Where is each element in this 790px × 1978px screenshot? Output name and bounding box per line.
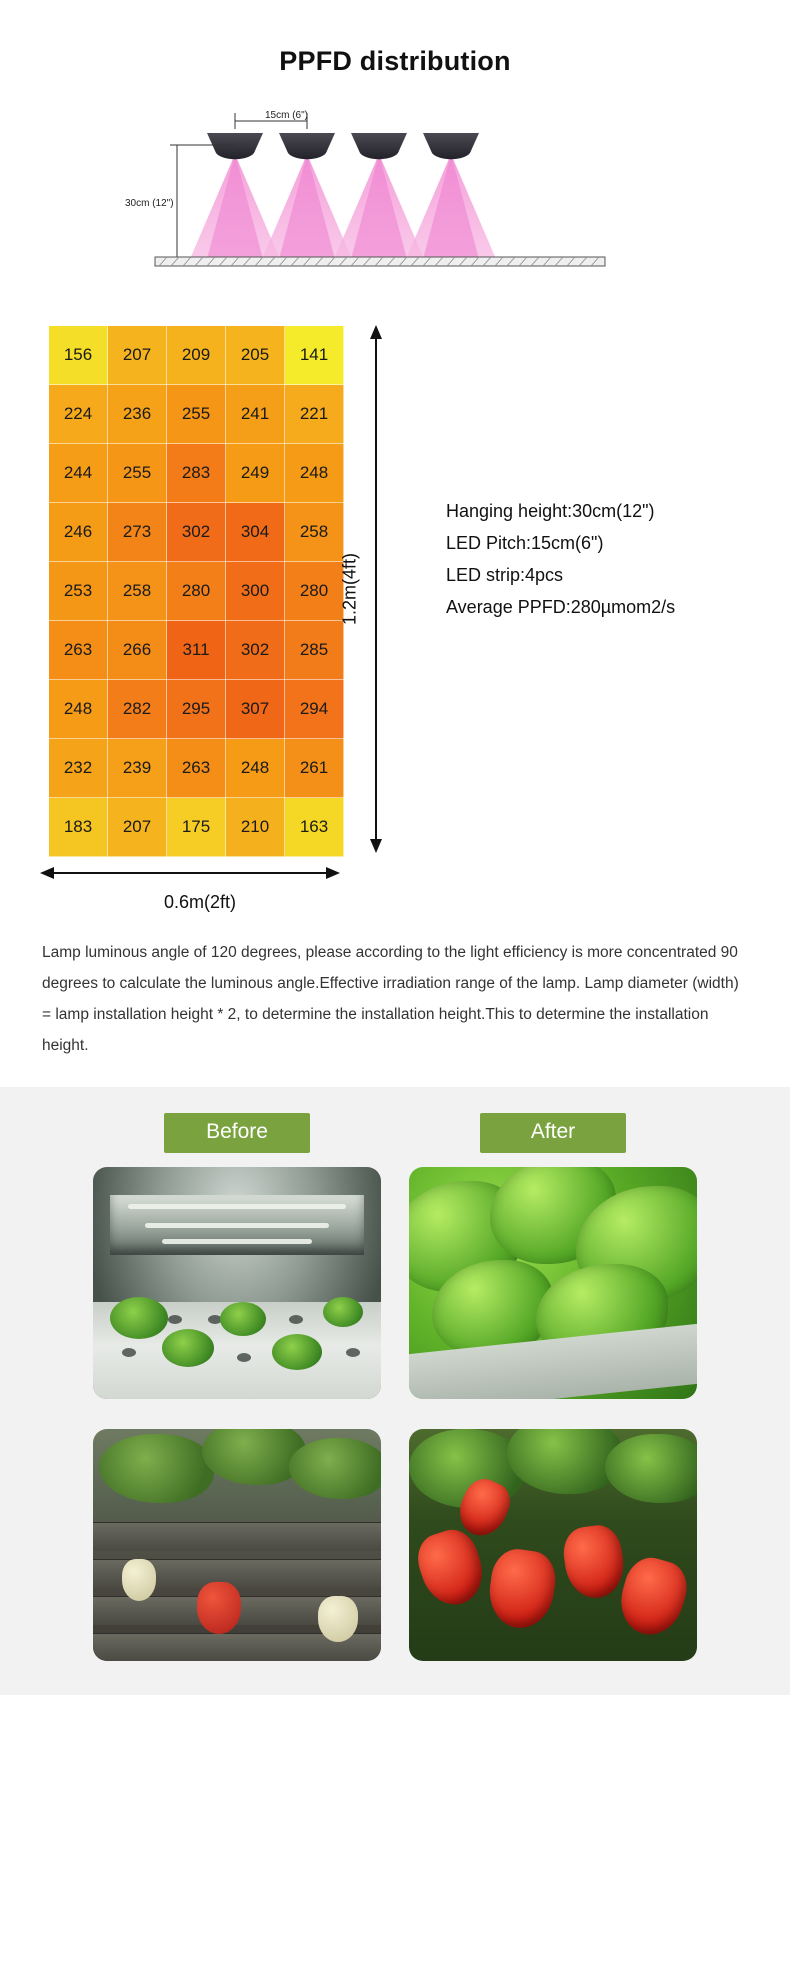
heatmap-cell: 221 — [285, 385, 344, 444]
heatmap-cell: 255 — [108, 444, 167, 503]
before-after-row-1 — [0, 1113, 790, 1399]
heatmap-row — [49, 326, 344, 385]
horizontal-arrow-icon — [40, 863, 340, 883]
heatmap-cell: 248 — [285, 444, 344, 503]
heatmap-cell: 280 — [167, 562, 226, 621]
vertical-dimension-axis — [339, 325, 434, 853]
heatmap-cell: 258 — [108, 562, 167, 621]
before-after-row-2 — [0, 1429, 790, 1661]
heatmap-cell: 209 — [167, 326, 226, 385]
strawberry-ripe — [485, 1546, 559, 1632]
photo-lettuce-closeup-bright — [409, 1167, 697, 1399]
heatmap-cell: 248 — [226, 739, 285, 798]
heatmap-cell: 156 — [49, 326, 108, 385]
horizontal-dimension-axis — [40, 863, 360, 919]
heatmap-cell: 210 — [226, 798, 285, 857]
heatmap-cell: 163 — [285, 798, 344, 857]
heatmap-cell: 253 — [49, 562, 108, 621]
heatmap-cell: 304 — [226, 503, 285, 562]
heatmap-row — [49, 680, 344, 739]
heatmap-cell: 300 — [226, 562, 285, 621]
heatmap-cell: 207 — [108, 326, 167, 385]
before-after-section — [0, 1087, 790, 1695]
strawberry-ripe — [560, 1523, 627, 1602]
lettuce-plant — [110, 1297, 168, 1339]
vertical-arrow-icon — [356, 325, 386, 853]
heatmap-cell: 241 — [226, 385, 285, 444]
strawberry-leaf — [289, 1438, 381, 1498]
after-tag: After — [480, 1113, 626, 1153]
horizontal-dimension-label: 0.6m(2ft) — [163, 892, 237, 912]
heatmap-cell: 266 — [108, 621, 167, 680]
page-title: PPFD distribution — [279, 46, 511, 76]
spec-list — [446, 495, 675, 623]
photo-vertical-farm-lettuce-dim — [93, 1167, 381, 1399]
light-tube — [162, 1239, 312, 1244]
spec-led-pitch: LED Pitch:15cm(6") — [446, 533, 604, 553]
strawberry-ripe — [613, 1552, 694, 1642]
svg-text:15cm (6"): 15cm (6") — [265, 110, 309, 121]
strawberry-unripe — [122, 1559, 156, 1601]
heatmap-cell: 302 — [167, 503, 226, 562]
heatmap-cell: 255 — [167, 385, 226, 444]
spec-led-strip: LED strip:4pcs — [446, 565, 564, 585]
photo-strawberry-plants-dim — [93, 1429, 381, 1661]
before-column-2 — [93, 1429, 381, 1661]
lamp-coverage-diagram — [0, 99, 790, 299]
heatmap-cell: 224 — [49, 385, 108, 444]
lamp-diagram-svg — [115, 99, 675, 289]
heatmap-row — [49, 503, 344, 562]
heatmap-row — [49, 621, 344, 680]
heatmap-cell: 302 — [226, 621, 285, 680]
heatmap-cell: 263 — [167, 739, 226, 798]
heatmap-cell: 244 — [49, 444, 108, 503]
strawberry-ripe — [197, 1582, 241, 1634]
heatmap-row — [49, 739, 344, 798]
heatmap-cell: 283 — [167, 444, 226, 503]
heatmap-row — [49, 562, 344, 621]
strawberry-leaf — [605, 1434, 697, 1504]
heatmap-cell: 280 — [285, 562, 344, 621]
spec-hanging-height: Hanging height:30cm(12") — [446, 501, 655, 521]
after-column-2 — [409, 1429, 697, 1661]
heatmap-cell: 273 — [108, 503, 167, 562]
heatmap-row — [49, 444, 344, 503]
wood-plank — [93, 1522, 381, 1551]
heatmap-cell: 207 — [108, 798, 167, 857]
ppfd-heatmap-table — [48, 325, 344, 857]
vertical-dimension-label: 1.2m(4ft) — [339, 552, 360, 626]
tray-hole — [122, 1348, 136, 1357]
photo-strawberries-ripe-bright — [409, 1429, 697, 1661]
heatmap-cell: 205 — [226, 326, 285, 385]
heatmap-cell: 183 — [49, 798, 108, 857]
heatmap-cell: 307 — [226, 680, 285, 739]
heatmap-cell: 249 — [226, 444, 285, 503]
light-tube — [145, 1223, 329, 1228]
lettuce-plant — [272, 1334, 322, 1370]
tray-hole — [237, 1353, 251, 1362]
svg-text:30cm (12"): 30cm (12") — [125, 198, 174, 209]
heatmap-cell: 263 — [49, 621, 108, 680]
heatmap-cell: 295 — [167, 680, 226, 739]
strawberry-ripe — [411, 1524, 491, 1613]
heatmap-row — [49, 798, 344, 857]
after-column-1 — [409, 1113, 697, 1399]
description-paragraph: Lamp luminous angle of 120 degrees, please according to the light efficiency is more concentrated 90 degrees to calculate the luminous angle.Effective irradiation range of the lamp. Lamp diameter (width) = lamp installation height * 2, to determine the installation height.This to determine the installation height. — [42, 944, 739, 1054]
heatmap-cell: 248 — [49, 680, 108, 739]
heatmap-cell: 285 — [285, 621, 344, 680]
heatmap-cell: 175 — [167, 798, 226, 857]
heatmap-cell: 258 — [285, 503, 344, 562]
heatmap-row — [49, 385, 344, 444]
heatmap-cell: 282 — [108, 680, 167, 739]
strawberry-unripe — [318, 1596, 358, 1642]
heatmap-cell: 311 — [167, 621, 226, 680]
heatmap-cell: 246 — [49, 503, 108, 562]
heatmap-cell: 236 — [108, 385, 167, 444]
ppfd-heatmap-block — [0, 325, 790, 857]
lettuce-plant — [323, 1297, 363, 1327]
heatmap-cell: 141 — [285, 326, 344, 385]
heatmap-cell: 261 — [285, 739, 344, 798]
light-tube — [128, 1204, 347, 1209]
lettuce-plant — [220, 1302, 266, 1336]
heatmap-cell: 239 — [108, 739, 167, 798]
heatmap-cell: 294 — [285, 680, 344, 739]
heatmap-cell: 232 — [49, 739, 108, 798]
before-tag: Before — [164, 1113, 310, 1153]
strawberry-leaf — [99, 1434, 214, 1504]
spec-average-ppfd: Average PPFD:280µmom2/s — [446, 597, 676, 617]
before-column-1 — [93, 1113, 381, 1399]
